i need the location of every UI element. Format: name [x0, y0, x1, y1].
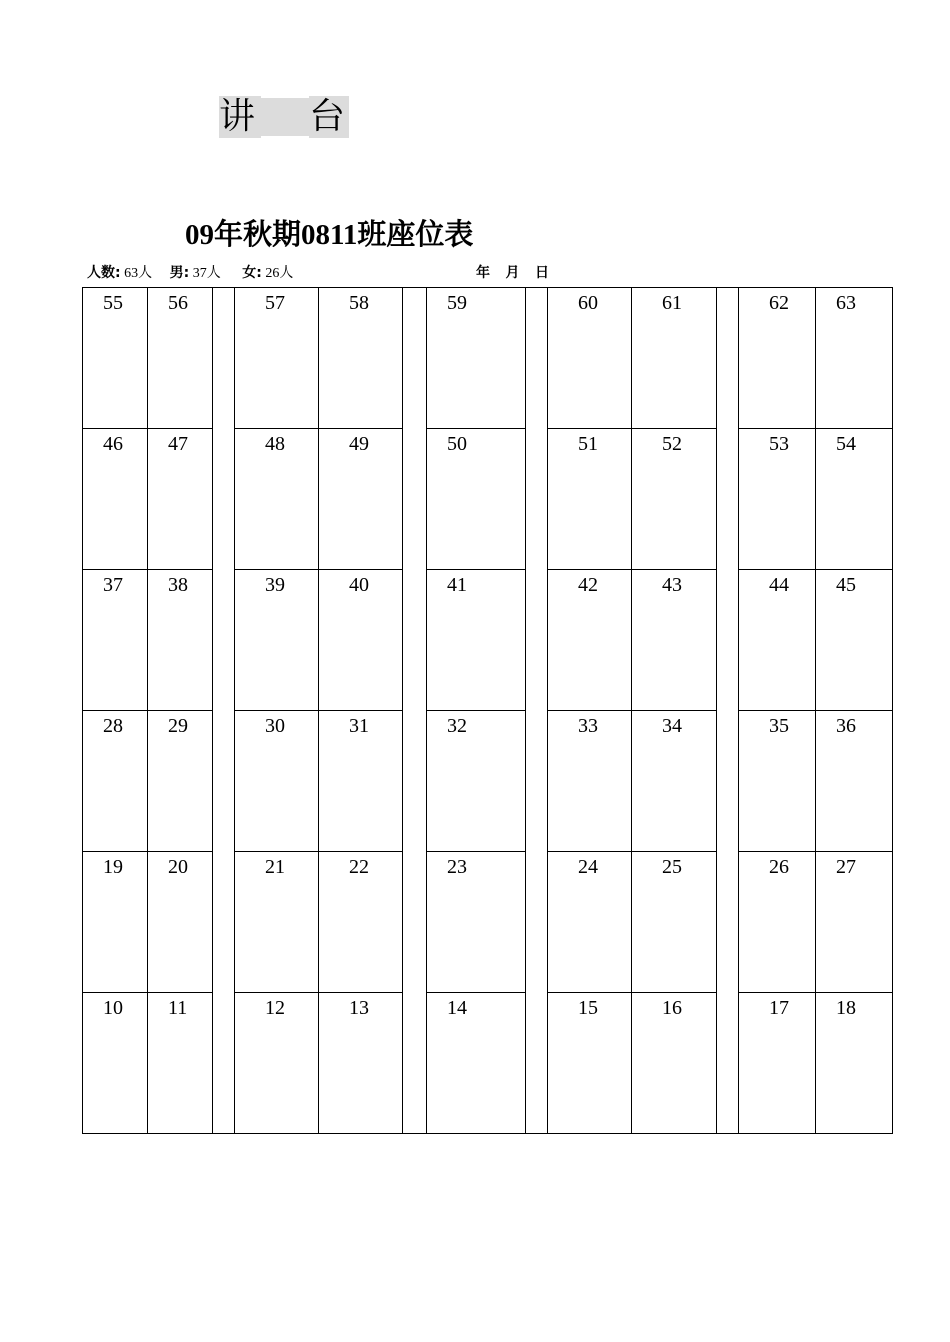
seat-cell: [632, 852, 717, 993]
seat-number: 45: [836, 574, 856, 596]
seat-number: 22: [349, 856, 369, 878]
seat-cell: [632, 429, 717, 570]
seat-row: [83, 429, 893, 570]
seat-number: 18: [836, 997, 856, 1019]
seating-chart: [82, 287, 893, 1134]
seat-cell: [83, 570, 148, 711]
seat-cell: [427, 429, 526, 570]
seat-number: 30: [265, 715, 285, 737]
seat-number: 58: [349, 292, 369, 314]
total-value: 63人: [124, 266, 153, 281]
seat-cell: [632, 570, 717, 711]
seat-row: [83, 711, 893, 852]
seat-number: 40: [349, 574, 369, 596]
seat-number: 55: [103, 292, 123, 314]
seat-cell: [83, 288, 148, 429]
seat-number: 57: [265, 292, 285, 314]
seat-cell: [816, 570, 893, 711]
seat-number: 31: [349, 715, 369, 737]
seat-number: 36: [836, 715, 856, 737]
seat-row: [83, 993, 893, 1134]
seat-number: 19: [103, 856, 123, 878]
seat-cell: [319, 429, 403, 570]
female-value: 26人: [265, 266, 294, 281]
seat-cell: [235, 570, 319, 711]
class-info: [87, 263, 293, 283]
seat-number: 14: [447, 997, 467, 1019]
seat-cell: [816, 852, 893, 993]
seat-number: 26: [769, 856, 789, 878]
seat-cell: [548, 993, 632, 1134]
seat-cell: [235, 711, 319, 852]
seat-number: 51: [578, 433, 598, 455]
male-label: 男:: [169, 265, 190, 281]
seat-number: 43: [662, 574, 682, 596]
seat-number: 42: [578, 574, 598, 596]
seat-cell: [739, 993, 816, 1134]
seat-row: [83, 288, 893, 429]
seat-cell: [739, 288, 816, 429]
aisle: [403, 288, 427, 1134]
podium-char-2: 台: [309, 96, 349, 138]
seat-cell: [548, 852, 632, 993]
date-month: 月: [505, 265, 520, 281]
podium-gap: [261, 98, 309, 136]
seat-cell: [148, 711, 213, 852]
seat-cell: [427, 570, 526, 711]
seat-number: 46: [103, 433, 123, 455]
seat-number: 10: [103, 997, 123, 1019]
seat-cell: [83, 993, 148, 1134]
seat-cell: [235, 288, 319, 429]
seat-number: 35: [769, 715, 789, 737]
seat-cell: [739, 429, 816, 570]
page-title: 09年秋期0811班座位表: [185, 219, 474, 251]
seat-row: [83, 570, 893, 711]
seat-number: 62: [769, 292, 789, 314]
seat-cell: [148, 429, 213, 570]
seat-number: 27: [836, 856, 856, 878]
aisle: [717, 288, 739, 1134]
seat-number: 63: [836, 292, 856, 314]
seat-number: 39: [265, 574, 285, 596]
seat-row: [83, 852, 893, 993]
aisle: [526, 288, 548, 1134]
seat-number: 28: [103, 715, 123, 737]
seat-number: 17: [769, 997, 789, 1019]
seat-cell: [319, 852, 403, 993]
seat-cell: [632, 288, 717, 429]
seat-number: 29: [168, 715, 188, 737]
seat-number: 25: [662, 856, 682, 878]
seat-cell: [148, 852, 213, 993]
seat-number: 50: [447, 433, 467, 455]
total-label: 人数:: [87, 265, 121, 281]
seat-cell: [319, 993, 403, 1134]
seat-cell: [319, 570, 403, 711]
seat-cell: [816, 288, 893, 429]
seat-number: 23: [447, 856, 467, 878]
seat-cell: [83, 852, 148, 993]
seat-cell: [319, 711, 403, 852]
seat-number: 11: [168, 997, 188, 1019]
seat-cell: [427, 993, 526, 1134]
seat-cell: [816, 711, 893, 852]
seat-cell: [816, 993, 893, 1134]
seat-number: 33: [578, 715, 598, 737]
seat-cell: [548, 711, 632, 852]
seat-cell: [739, 852, 816, 993]
seat-cell: [148, 288, 213, 429]
seat-cell: [632, 711, 717, 852]
seat-cell: [148, 570, 213, 711]
seat-number: 52: [662, 433, 682, 455]
male-value: 37人: [192, 266, 221, 281]
date-year: 年: [476, 265, 490, 281]
seat-cell: [548, 288, 632, 429]
seat-cell: [83, 711, 148, 852]
seat-cell: [632, 993, 717, 1134]
seat-number: 12: [265, 997, 285, 1019]
aisle: [213, 288, 235, 1134]
seat-number: 60: [578, 292, 598, 314]
date-fields: [476, 263, 561, 284]
seat-number: 34: [662, 715, 682, 737]
seat-cell: [235, 429, 319, 570]
seat-number: 53: [769, 433, 789, 455]
date-day: 日: [535, 265, 549, 281]
seat-cell: [148, 993, 213, 1134]
seat-number: 44: [769, 574, 789, 596]
seat-cell: [816, 429, 893, 570]
seat-number: 56: [168, 292, 188, 314]
seat-number: 59: [447, 292, 467, 314]
seat-number: 20: [168, 856, 188, 878]
seat-number: 16: [662, 997, 682, 1019]
seat-cell: [427, 288, 526, 429]
seat-number: 37: [103, 574, 123, 596]
seat-cell: [83, 429, 148, 570]
seat-cell: [427, 711, 526, 852]
seat-cell: [739, 711, 816, 852]
seat-cell: [319, 288, 403, 429]
seat-number: 32: [447, 715, 467, 737]
seat-number: 15: [578, 997, 598, 1019]
seat-number: 54: [836, 433, 856, 455]
seat-number: 48: [265, 433, 285, 455]
seat-number: 38: [168, 574, 188, 596]
seat-number: 41: [447, 574, 467, 596]
seat-number: 21: [265, 856, 285, 878]
seat-cell: [235, 852, 319, 993]
seat-cell: [235, 993, 319, 1134]
seat-number: 13: [349, 997, 369, 1019]
seat-cell: [548, 429, 632, 570]
seat-cell: [548, 570, 632, 711]
seat-cell: [427, 852, 526, 993]
seat-number: 47: [168, 433, 188, 455]
female-label: 女:: [242, 265, 262, 281]
seat-number: 49: [349, 433, 369, 455]
seat-number: 61: [662, 292, 682, 314]
podium-char-1: 讲: [219, 96, 261, 138]
seat-number: 24: [578, 856, 598, 878]
seat-cell: [739, 570, 816, 711]
